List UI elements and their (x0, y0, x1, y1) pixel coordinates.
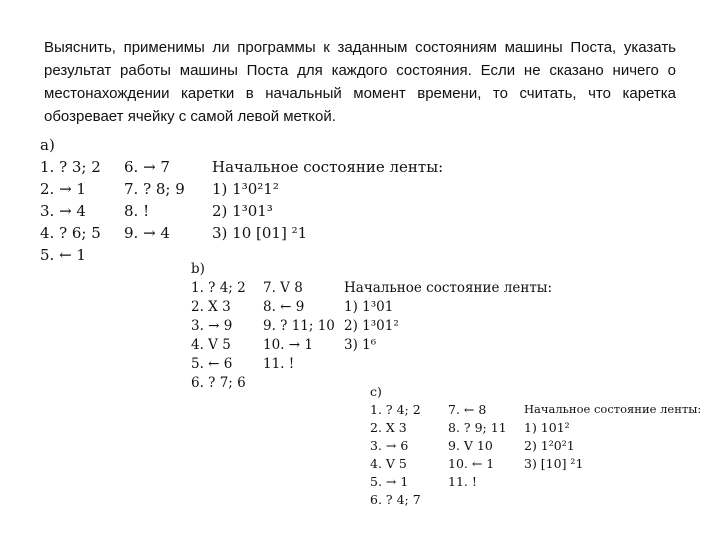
program-line: 8. ← 9 (263, 299, 305, 315)
program-line: 7. V 8 (263, 280, 303, 296)
program-line: 2. → 1 (40, 180, 86, 198)
program-line: 1. ? 4; 2 (191, 280, 246, 296)
program-line: 7. ? 8; 9 (124, 180, 185, 198)
program-line: 1. ? 4; 2 (370, 402, 421, 417)
program-line: 10. ← 1 (448, 456, 495, 471)
tape-state: 3) 10 [01] ²1 (212, 224, 308, 242)
program-line: 9. → 4 (124, 224, 170, 242)
tape-state: 2) 1²0²1 (524, 438, 575, 453)
program-line: 8. ? 9; 11 (448, 420, 507, 435)
tape-state: 3) [10] ²1 (524, 456, 584, 471)
program-line: 6. ? 4; 7 (370, 492, 421, 507)
program-line: 8. ! (124, 202, 150, 220)
program-line: 7. ← 8 (448, 402, 487, 417)
tape-title: Начальное состояние ленты: (344, 280, 553, 296)
program-line: 3. → 6 (370, 438, 409, 453)
program-line: 6. → 7 (124, 158, 170, 176)
program-line: 4. V 5 (191, 337, 231, 353)
program-line: 5. → 1 (370, 474, 409, 489)
program-line: 3. → 4 (40, 202, 86, 220)
program-line: 2. X 3 (370, 420, 407, 435)
tape-title: Начальное состояние ленты: (524, 402, 702, 416)
program-line: 10. → 1 (263, 337, 313, 353)
tape-state: 2) 1³01² (344, 318, 399, 334)
program-line: 5. ← 6 (191, 356, 233, 372)
task-statement: Выяснить, применимы ли программы к заданным состояниям машины Поста, указать результат работы машины Поста для каждого состояния. Если не сказано ничего о местонахождении каретки в начальный момент времени, то считать, что каретка обозревает ячейку с самой левой меткой. (44, 39, 676, 125)
tape-title: Начальное состояние ленты: (212, 158, 444, 176)
tape-state: 3) 1⁶ (344, 337, 377, 353)
program-line: 4. V 5 (370, 456, 407, 471)
program-line: 9. ? 11; 10 (263, 318, 335, 334)
program-line: 11. ! (263, 356, 295, 372)
program-line: 5. ← 1 (40, 246, 86, 264)
program-line: 3. → 9 (191, 318, 233, 334)
program-line: 6. ? 7; 6 (191, 375, 246, 391)
tape-state: 2) 1³01³ (212, 202, 273, 220)
program-line: 1. ? 3; 2 (40, 158, 101, 176)
tape-state: 1) 1³0²1² (212, 180, 279, 198)
problem-b-label: b) (191, 261, 205, 277)
tape-state: 1) 1³01 (344, 299, 394, 315)
program-line: 4. ? 6; 5 (40, 224, 101, 242)
program-line: 11. ! (448, 474, 477, 489)
program-line: 2. X 3 (191, 299, 231, 315)
tape-state: 1) 101² (524, 420, 570, 435)
program-line: 9. V 10 (448, 438, 493, 453)
problem-c-label: c) (370, 384, 382, 399)
problem-a-label: a) (40, 136, 55, 154)
